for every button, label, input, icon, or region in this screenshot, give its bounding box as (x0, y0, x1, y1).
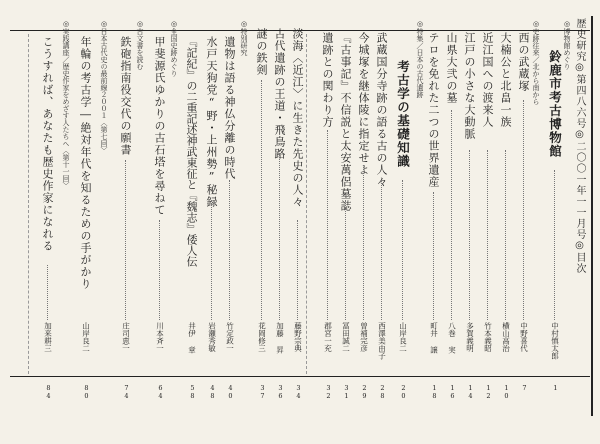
jissen-title: こうすれば、あなたも歴史作家になれる (41, 36, 54, 252)
cover-page: 1 (551, 384, 560, 392)
section-shiseki: ◎史跡往来／北から南から (532, 20, 540, 105)
leader-dots (505, 150, 506, 320)
leader-dots (433, 192, 434, 320)
column-divider (306, 34, 307, 374)
tokushu-title-1: 武蔵国分寺跡の語る古の人々 (375, 32, 388, 188)
leader-dots (363, 165, 364, 320)
magazine-header: 歴史研究◎第四八六号◎二〇〇一年一一月号◎目次 (574, 18, 585, 274)
section-nikki: ◎日本古代史の最前線２００１〈第七回〉 (100, 20, 108, 154)
mid-author-1: 藤野宗典 (293, 322, 303, 352)
tokushu-lead-author: 山岸良二 (398, 322, 408, 352)
shiseki-page-2: 10 (502, 384, 511, 400)
tokushu-lead-page: 20 (399, 384, 408, 400)
kobunsho-title: 鉄砲指南役交代の願書 (119, 36, 132, 156)
shiseki-title-4: 江戸の小さな大動脈 (463, 32, 476, 140)
section-tokubetsu: ◎特別研究 (240, 20, 248, 56)
cover-author: 中村慎太郎 (550, 322, 560, 360)
zenkoku-page: 64 (156, 384, 165, 400)
shiseki-title-5: 山県大弐の墓 (445, 32, 458, 104)
tokushu-page-3: 31 (342, 384, 351, 400)
shiseki-title-2: 大楠公と北畠一族 (499, 32, 512, 128)
shiseki-author-3: 竹本義昭 (483, 322, 493, 352)
tokushu-page-4: 32 (324, 384, 333, 400)
shiseki-page-5: 16 (448, 384, 457, 400)
leader-dots (125, 160, 126, 320)
jissen-page: 84 (44, 384, 53, 400)
mid-page-2: 36 (276, 384, 285, 400)
tokushu-page-2: 29 (360, 384, 369, 400)
cover-title: 鈴鹿市考古博物館 (547, 50, 563, 158)
leader-dots (47, 265, 48, 320)
leader-dots (261, 80, 262, 320)
leader-dots (523, 100, 524, 320)
tokushu-title-3: 『古事記』不信説と太安萬侶墓誌 (339, 32, 352, 212)
nikki-page: 80 (82, 384, 91, 400)
mid-page-1: 34 (294, 384, 303, 400)
leader-dots (211, 200, 212, 320)
leader-dots (554, 170, 555, 320)
leader-dots (487, 150, 488, 320)
tokushu-page-1: 28 (378, 384, 387, 400)
tokubetsu-page-3: 58 (188, 384, 197, 400)
kobunsho-author: 庄司恵一 (121, 322, 131, 352)
zenkoku-title: 甲斐源氏ゆかりの古石塔を尋ねて (153, 36, 166, 216)
tokubetsu-title-1: 遺物は語る神仏分離の時代 (223, 36, 236, 180)
tokubetsu-title-2: 水戸天狗党“野・上州勢”秘録 (205, 36, 218, 208)
leader-dots (402, 180, 403, 320)
column-divider (28, 34, 29, 374)
zenkoku-author: 川本斉一 (155, 322, 165, 352)
tokushu-author-4: 郡宮一充 (323, 322, 333, 352)
mid-title-1: 淡海〈近江〉に生きた先史の人々 (291, 28, 304, 208)
shiseki-page-4: 14 (466, 384, 475, 400)
tokushu-author-3: 冨田誠二 (341, 322, 351, 352)
bottom-rule (10, 376, 590, 377)
shiseki-title-1: 西の武蔵塚 (517, 32, 530, 92)
tokubetsu-title-3: 『記紀』の二重記述神武東征と『魏志』倭人伝 (185, 36, 198, 267)
section-jissen: ◎実践講座／歴史作家をめざす人たちへ〈第十一回〉 (62, 20, 70, 189)
tokushu-title-2: 今城塚を継体陵に指定せよ (357, 32, 370, 176)
leader-dots (229, 180, 230, 320)
leader-dots (451, 110, 452, 320)
shiseki-author-1: 中野喜代 (519, 322, 529, 352)
tokushu-author-1: 西澤美由子 (377, 322, 387, 360)
tokushu-lead-title: 考古学の基礎知識 (395, 60, 411, 168)
leader-dots (327, 130, 328, 320)
shiseki-author-5: 八巻 実 (447, 322, 457, 354)
tokushu-author-2: 曽補完彦 (359, 322, 369, 352)
leader-dots (469, 150, 470, 320)
shiseki-title-6: テロを免れた二つの世界遺産 (427, 32, 440, 188)
mid-page-3: 37 (258, 384, 267, 400)
mid-title-3: 謎の鉄剣 (255, 28, 268, 76)
section-tokushu: ◎特集／日本の古代遺跡 (416, 20, 424, 98)
shiseki-page-3: 12 (484, 384, 493, 400)
jissen-author: 加来耕三 (43, 322, 53, 352)
section-museum: ◎博物館めぐり (563, 20, 571, 70)
shiseki-author-6: 町井 譲 (429, 322, 439, 354)
shiseki-page-6: 18 (430, 384, 439, 400)
shiseki-title-3: 近江国への渡来人 (481, 32, 494, 128)
tokubetsu-author-2: 岩瀬秀敏 (207, 322, 217, 352)
tokubetsu-page-2: 48 (208, 384, 217, 400)
tokubetsu-author-3: 井伊 章 (187, 322, 197, 354)
nikki-author: 山岸良二 (81, 322, 91, 352)
tokushu-title-4: 遺跡との関わり方 (321, 32, 334, 128)
mid-author-2: 加藤 昇 (275, 322, 285, 354)
tokubetsu-page-1: 40 (226, 384, 235, 400)
shiseki-page-1: 7 (520, 384, 529, 392)
shiseki-author-2: 横山高治 (501, 322, 511, 352)
leader-dots (345, 200, 346, 320)
shiseki-author-4: 多賀義明 (465, 322, 475, 352)
leader-dots (159, 220, 160, 320)
mid-author-3: 花岡修三 (257, 322, 267, 352)
section-zenkoku: ◎全国史跡めぐり (170, 20, 178, 77)
section-kobunsho: ◎古文書を読む (136, 20, 144, 70)
kobunsho-page: 74 (122, 384, 131, 400)
nikki-title: 年輪の考古学―絶対年代を知るための手がかり (79, 36, 92, 290)
mid-title-2: 古代遺跡の王道・飛鳥路 (273, 28, 286, 160)
tokubetsu-author-1: 竹定政一 (225, 322, 235, 352)
leader-dots (381, 180, 382, 320)
leader-dots (279, 150, 280, 320)
leader-dots (297, 220, 298, 320)
right-edge-rule (591, 16, 593, 416)
